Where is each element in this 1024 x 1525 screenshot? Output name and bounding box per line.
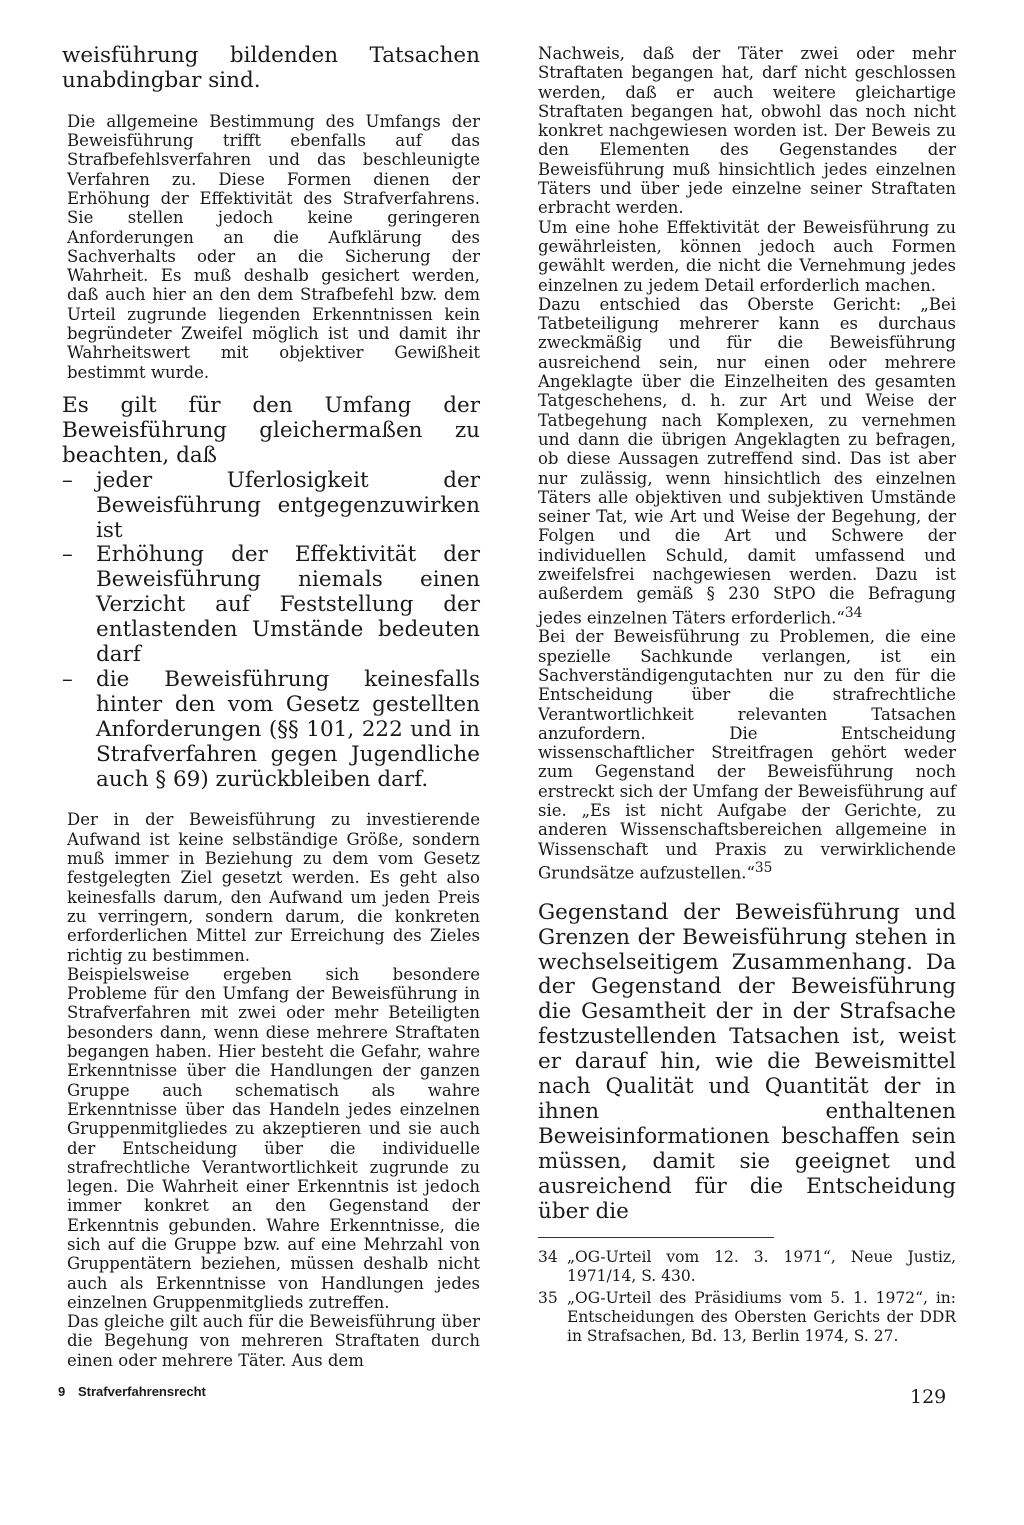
footnote-text: „OG-Urteil des Präsidiums vom 5. 1. 1972“, in: Entscheidungen des Obersten Gerichts der DDR in Strafsachen, Bd. 13, Berlin 1974, S. 27. [567, 1288, 956, 1345]
paragraph-continuation: weisführung bildenden Tatsachen unabdingbar sind. [62, 43, 480, 93]
list-item-text: die Beweisführung keinesfalls hinter den vom Gesetz gestellten Anforderungen (§§ 101, 222 und in Strafverfahren gegen Jugendliche auch § 69) zurückbleiben darf. [96, 666, 480, 792]
requirements-list [62, 469, 480, 793]
list-item [62, 543, 480, 668]
right-column [538, 44, 956, 1349]
dash-marker: – [62, 542, 73, 568]
signature-line [58, 1384, 206, 1399]
paragraph-oberstes-gericht [538, 295, 956, 628]
left-column [62, 44, 480, 1370]
list-item [62, 668, 480, 793]
list-item [62, 469, 480, 544]
signature-number: 9 [58, 1384, 66, 1399]
paragraph-aufwand: Der in der Beweisführung zu investierende Aufwand ist keine selbständige Größe, sondern muß immer in Beziehung zu dem vom Gesetz festgelegten Ziel gesetzt werden. Es geht also keinesfalls darum, den Aufwand um jeden Preis zu verringern, sondern darum, die konkreten erforderlichen Mittel zur Erreichung des Zieles richtig zu bestimmen. [67, 810, 480, 965]
footnote-number: 34 [538, 1247, 558, 1266]
signature-title: Strafverfahrensrecht [78, 1384, 206, 1399]
paragraph-nachweis: Nachweis, daß der Täter zwei oder mehr Straftaten begangen hat, darf nicht geschlossen werden, daß er auch weitere gleichartige Straftaten begangen hat, obwohl das noch nicht konkret nachgewiesen worden ist. Der Beweis zu den Elementen des Gegenstandes der Beweisführung muß hinsichtlich jedes einzelnen Täters und über jede einzelne seiner Straftaten erbracht werden. [538, 44, 956, 218]
page-number: 129 [910, 1386, 947, 1408]
footnote-ref: 34 [844, 604, 863, 621]
dash-marker: – [62, 666, 73, 692]
footnote-ref: 35 [754, 859, 773, 876]
footnote-text: „OG-Urteil vom 12. 3. 1971“, Neue Justiz, 1971/14, S. 430. [567, 1247, 956, 1285]
paragraph-strafbefehl: Die allgemeine Bestimmung des Umfangs der Beweisführung trifft ebenfalls auf das Strafbefehlsverfahren und das beschleunigte Verfahren zu. Diese Formen dienen der Erhöhung der Effektivität des Strafverfahrens. Sie stellen jedoch keine geringeren Anforderungen an die Aufklärung des Sachverhalts oder an die Sicherung der Wahrheit. Es muß deshalb gesichert werden, daß auch hier an den dem Strafbefehl bzw. dem Urteil zugrunde liegenden Erkenntnissen kein begründeter Zweifel möglich ist und damit ihr Wahrheitswert mit objektiver Gewißheit bestimmt wurde. [67, 111, 480, 382]
footnote [538, 1289, 956, 1346]
list-item-text: jeder Uferlosigkeit der Beweisführung entgegenzuwirken ist [96, 467, 480, 543]
paragraph-gegenstand-grenzen: Gegenstand der Beweisführung und Grenzen der Beweisführung stehen in wechselseitigem Zusammenhang. Da der Gegenstand der Beweisführung die Gesamtheit der in der Strafsache festzustellenden Tatsachen ist, weist er darauf hin, wie die Beweismittel nach Qualität und Quantität der in ihnen enthaltenen Beweisinformationen beschaffen sein müssen, damit sie geeignet und ausreichend für die Entscheidung über die [538, 899, 956, 1224]
footnote [538, 1248, 956, 1286]
quote-text: Bei der Beweisführung zu Problemen, die eine spezielle Sachkunde verlangen, ist ein Sachverständigengutachten nur zu den für die Entscheidung über die strafrechtliche Verantwortlichkeit relevanten Tatsachen anzufordern. Die Entscheidung wissenschaftlicher Streitfragen gehört weder zum Gegenstand der Beweisführung noch erstreckt sich der Umfang der Beweisführung auf sie. „Es ist nicht Aufgabe der Gerichte, zu anderen Wissenschaftsbereichen allgemeine in Wissenschaft und Praxis zu verwirklichende Grundsätze aufzustellen.“ [538, 627, 956, 883]
paragraph-effektivitaet: Um eine hohe Effektivität der Beweisführung zu gewährleisten, können jedoch auch Formen gewählt werden, die nicht die Vernehmung jedes einzelnen zu jedem Detail erforderlich machen. [538, 217, 956, 295]
paragraph-umfang-intro: Es gilt für den Umfang der Beweisführung gleichermaßen zu beachten, daß [62, 392, 480, 468]
paragraph-mehrere-straftaten: Das gleiche gilt auch für die Beweisführung über die Begehung von mehreren Straftaten durch einen oder mehrere Täter. Aus dem [67, 1312, 480, 1370]
list-item-text: Erhöhung der Effektivität der Beweisführung niemals einen Verzicht auf Feststellung der entlastenden Umstände bedeuten darf [96, 542, 480, 668]
dash-marker: – [62, 467, 73, 493]
paragraph-sachkunde [538, 627, 956, 882]
quote-text: Dazu entschied das Oberste Gericht: „Bei Tatbeteiligung mehrerer kann es durchaus zweckmäßig und für die Beweisführung ausreichend sein, nur einen oder mehrere Angeklagte über die Einzelheiten des gesamten Tatgeschehens, d. h. zur Art und Weise der Tatbegehung nach Komplexen, zu vernehmen und dann die übrigen Angeklagten zu befragen, ob diese Aussagen zutreffend sind. Das ist aber nur zulässig, wenn hinsichtlich des einzelnen Täters alle objektiven und subjektiven Umstände seiner Tat, wie Art und Weise der Begehung, der Folgen und die Art und Schwere der individuellen Schuld, damit umfassend und zweifelsfrei nachgewiesen werden. Dazu ist außerdem gemäß § 230 StPO die Befragung jedes einzelnen Täters erforderlich.“ [538, 294, 956, 628]
paragraph-gruppe: Beispielsweise ergeben sich besondere Probleme für den Umfang der Beweisführung in Strafverfahren mit zwei oder mehr Beteiligten besonders dann, wenn diese mehrere Straftaten begangen haben. Hier besteht die Gefahr, wahre Erkenntnisse über die Handlungen der ganzen Gruppe auch schematisch als wahre Erkenntnisse über das Handeln jedes einzelnen Gruppenmitgliedes zu akzeptieren und sie auch der Entscheidung über die individuelle strafrechtliche Verantwortlichkeit zugrunde zu legen. Die Wahrheit einer Erkenntnis ist jedoch immer konkret an den Gegenstand der Erkenntnis gebunden. Wahre Erkenntnisse, die sich auf die Gruppe bzw. auf eine Mehrzahl von Gruppentätern beziehen, müssen deshalb nicht auch als Erkenntnisse von Handlungen jedes einzelnen Gruppenmitglieds zutreffen. [67, 964, 480, 1312]
footnote-number: 35 [538, 1288, 558, 1307]
footnote-divider [538, 1237, 774, 1238]
